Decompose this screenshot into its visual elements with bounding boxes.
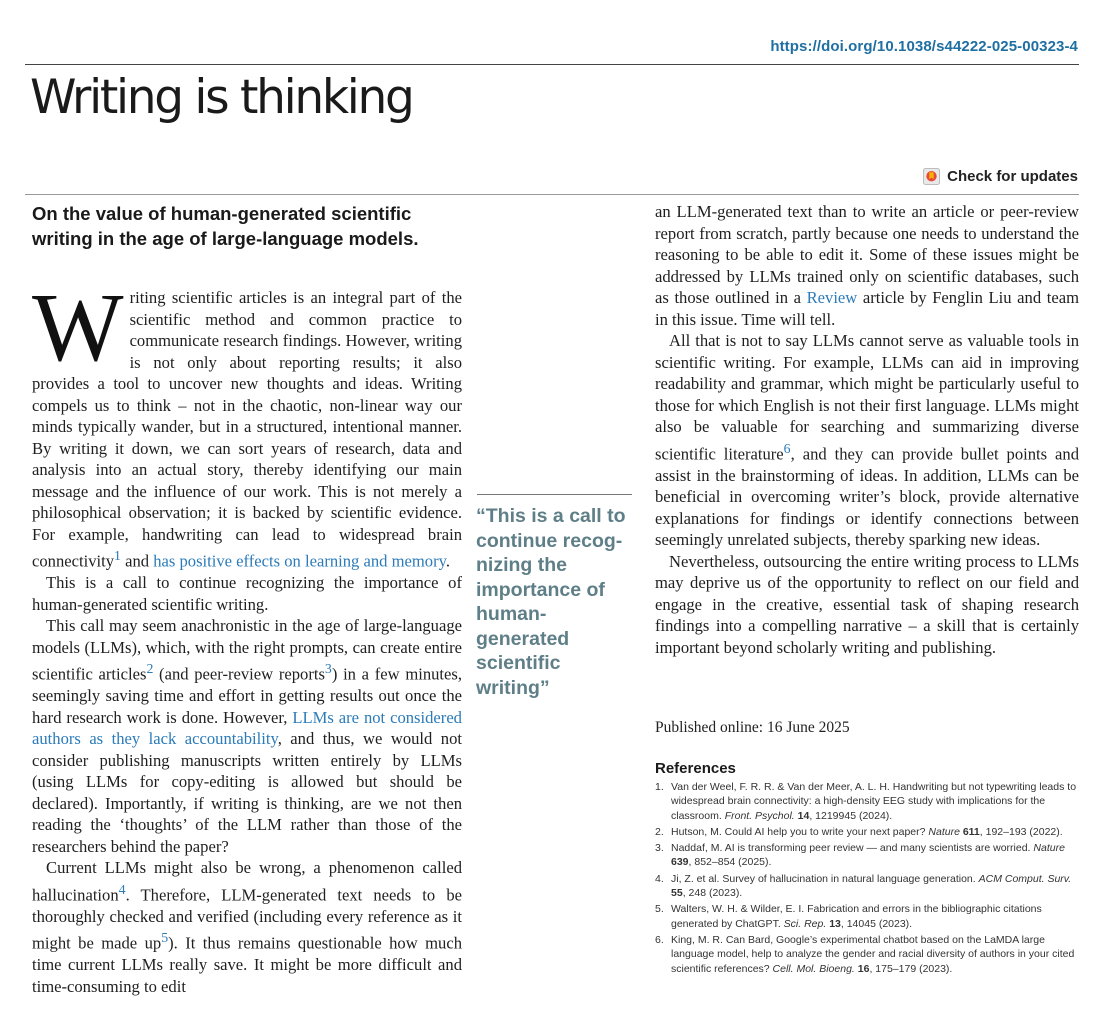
body-paragraph: This call may seem anachronistic in the age of large-language models (LLMs), which, with the right prompts, can create entire scientific articles$^2$ (and peer-review reports$^3$) in a few minutes, seemingly saving time and effort in getting results out once the hard research work is done. However, LLMs are not considered authors as they lack accountability, and thus, we would not consider publishing manuscripts written entirely by LLMs (using LLMs for copy-editing is allowed but should be declared). Importantly, if writing is thinking, are we not then reading the ‘thoughts’ of the LLM rather than those of the researchers behind the paper?: [32, 616, 463, 856]
reference-item[interactable]: 4. Ji, Z. et al. Survey of hallucination in natural language generation. ACM Comput. Surv. 55, 248 (2023).: [655, 872, 1072, 900]
header-rule: [25, 64, 1079, 65]
pullquote-rule: [477, 494, 632, 495]
published-date: Published online: 16 June 2025: [655, 719, 850, 736]
check-for-updates-label: Check for updates: [947, 168, 1078, 185]
citation-link[interactable]: 1: [114, 548, 121, 563]
reference-item[interactable]: 5. Walters, W. H. & Wilder, E. I. Fabrication and errors in the bibliographic citations generated by ChatGPT. Sci. Rep. 13, 14045 (2023).: [655, 903, 1042, 930]
doi-link[interactable]: https://doi.org/10.1038/s44222-025-00323-4: [770, 38, 1078, 55]
check-for-updates-icon: [923, 168, 940, 185]
section-rule: [25, 194, 1079, 195]
citation-link[interactable]: 3: [324, 661, 332, 677]
reference-item[interactable]: 2. Hutson, M. Could AI help you to write your next paper? Nature 611, 192–193 (2022).: [655, 825, 1063, 838]
check-for-updates-button[interactable]: [923, 168, 1078, 185]
pull-quote: “This is a call to continue recognizing the importance of human-generated scientific writing”: [476, 505, 626, 699]
citation-link[interactable]: 5: [161, 930, 169, 946]
reference-item[interactable]: 6. King, M. R. Can Bard, Google’s experimental chatbot based on the LaMDA large language model, help to analyze the gender and racial diversity of authors in your cited scientific references? Cell. Mol. Bioeng. 16, 175–179 (2023).: [655, 933, 1075, 975]
body-column-right: [655, 201, 1079, 658]
body-paragraph: All that is not to say LLMs cannot serve as valuable tools in scientific writing. For example, LLMs can aid in improving readability and grammar, which might be particularly useful to those for which English is not their first language. LLMs might also be valuable for searching and summarizing diverse scientific literature$^6$, and they can provide bullet points and assist in the brainstorming of ideas. In addition, LLMs can be beneficial in overcoming writer’s block, provide alternative explanations for findings or identify connections between seemingly unrelated subjects, thereby sparking new ideas.: [655, 331, 1080, 550]
references-heading: References: [655, 760, 736, 777]
citation-link[interactable]: 6: [783, 440, 791, 456]
body-paragraph: Writing scientific articles is an integral part of the scientific method and common practice to communicate research findings. However, writing is not only about reporting results; it also provides a tool to uncover new thoughts and ideas. Writing compels us to think – not in the chaotic, non-linear way our minds typically wander, but in a structured, intentional manner. By writing it down, we can sort years of research, data and analysis into an actual story, thereby identifying our main message and the influence of our work. This is not merely a philosophical observation; it is backed by scientific evidence. For example, handwriting can lead to widespread brain connectivity$^1$ and has positive effects on learning and memory.: [32, 274, 462, 571]
body-column-left: [32, 274, 463, 997]
citation-link[interactable]: 4: [118, 881, 126, 897]
body-paragraph: This is a call to continue recognizing the importance of human-generated scientific writing.: [32, 573, 462, 614]
drop-cap: W: [32, 274, 124, 381]
inline-link[interactable]: has positive effects on learning and memory: [153, 551, 446, 571]
body-paragraph: an LLM-generated text than to write an article or peer-review report from scratch, partly because one needs to understand the reasoning to be able to edit it. Some of these issues might be addressed by LLMs trained only on scientific databases, such as those outlined in a Review article by Fenglin Liu and team in this issue. Time will tell.: [655, 202, 1079, 329]
citation-link[interactable]: 2: [146, 661, 154, 677]
article-title: Writing is thinking: [30, 70, 413, 125]
body-paragraph: Nevertheless, outsourcing the entire writing process to LLMs may deprive us of the opportunity to reflect on our field and engage in the creative, essential task of shaping research findings into a compelling narrative – a skill that is certainly important beyond scholarly writing and publishing.: [655, 551, 1079, 657]
inline-link[interactable]: Review: [806, 288, 858, 307]
inline-link[interactable]: LLMs are not considered authors as they lack accountability: [32, 707, 462, 749]
reference-item[interactable]: 1. Van der Weel, F. R. R. & Van der Meer, A. L. H. Handwriting but not typewriting leads to widespread brain connectivity: a high-density EEG study with implications for the classroom. Front. Psychol. 14, 1219945 (2024).: [655, 781, 1077, 822]
standfirst: On the value of human-generated scientific writing in the age of large-language models.: [32, 203, 419, 249]
body-paragraph: Current LLMs might also be wrong, a phenomenon called hallucination$^4$. Therefore, LLM-generated text needs to be thoroughly checked and verified (including every reference as it might be made $up^5$). It thus remains questionable how much time current LLMs really save. It might be more difficult and time-consuming to edit: [32, 858, 463, 996]
reference-list: [655, 780, 1080, 978]
reference-item[interactable]: 3. Naddaf, M. AI is transforming peer review — and many scientists are worried. Nature 639, 852–854 (2025).: [655, 842, 1065, 869]
